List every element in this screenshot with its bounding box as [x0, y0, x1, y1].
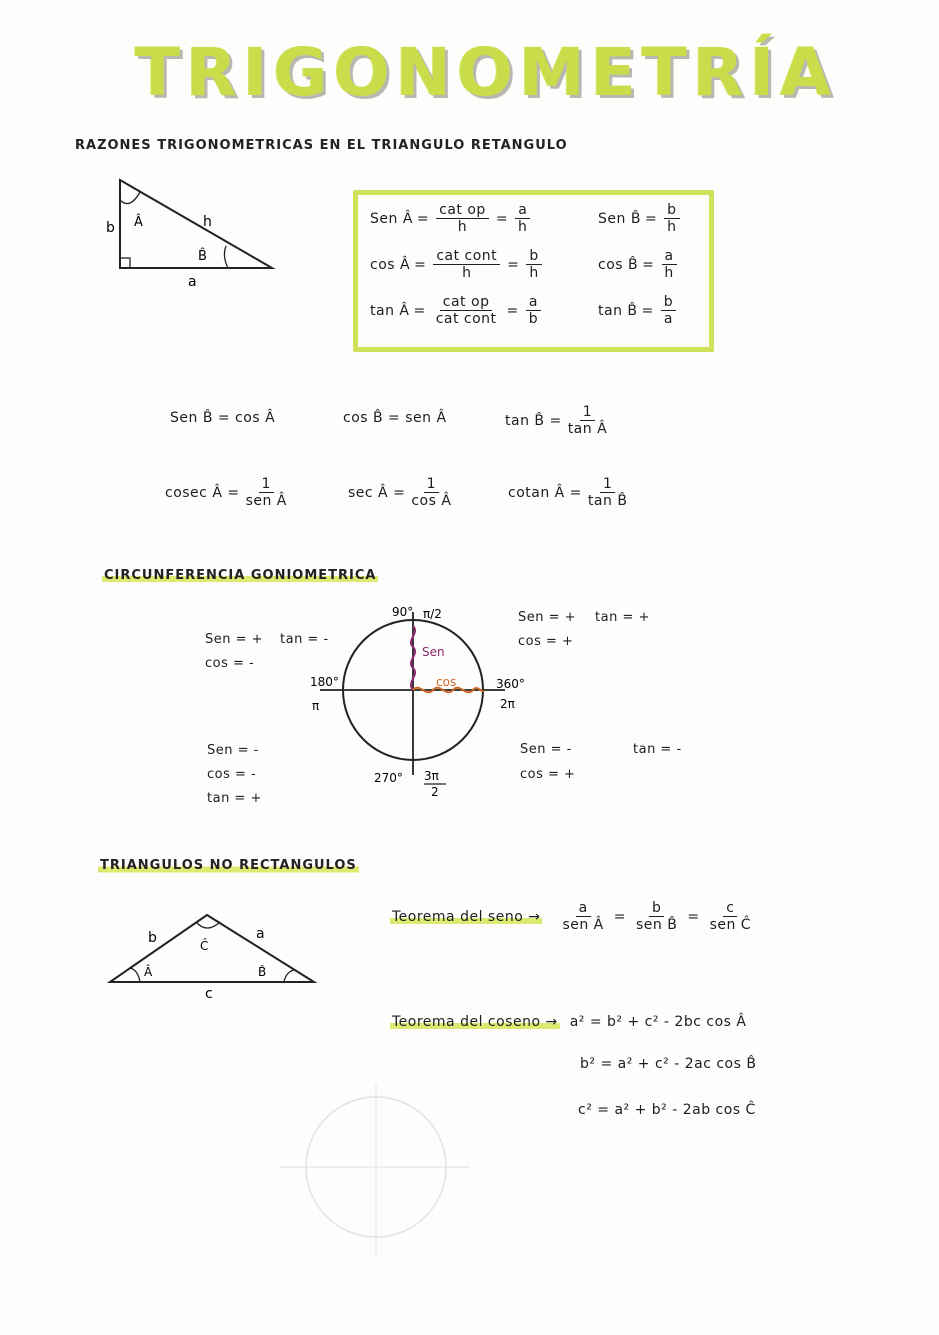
section-heading-razones: RAZONES TRIGONOMETRICAS EN EL TRIANGULO RETANGULO: [75, 138, 568, 153]
q1-sen: Sen = +: [518, 610, 577, 625]
q3-sen: Sen = -: [207, 743, 259, 758]
angle-a-label: Â: [134, 215, 143, 230]
formula-cos-a: cos Â = $\frac{\text{cat cont}}{h}$ = $\frac{b}{h}$: [370, 248, 545, 281]
relation-cotan: cotan Â = $\frac{1}{\text{tan B̂}}$: [508, 476, 628, 509]
page-title: TRIGONOMETRÍA: [135, 34, 838, 111]
sen-line: [411, 626, 415, 690]
label-pi-half: π/2: [423, 607, 442, 621]
q3-cos: cos = -: [207, 767, 257, 782]
label-360: 360°: [496, 677, 525, 691]
section-heading-triangulos: TRIANGULOS NO RECTANGULOS: [100, 858, 357, 873]
unit-circle-diagram: [300, 600, 540, 800]
section-heading-circunferencia: CIRCUNFERENCIA GONIOMETRICA: [104, 568, 377, 583]
label-180: 180°: [310, 675, 339, 689]
relation-cos-b: cos B̂ = sen Â: [343, 410, 447, 426]
cosine-law-b: b² = a² + c² - 2ac cos B̂: [580, 1056, 757, 1072]
formula-sen-b: Sen B̂ = $\frac{b}{h}$: [598, 202, 683, 235]
relation-tan-b: tan B̂ = $\frac{1}{\text{tan Â}}$: [505, 404, 608, 437]
side-b-label: b: [106, 220, 115, 236]
faint-background-circle: [280, 1085, 480, 1265]
oblique-triangle-diagram: [100, 900, 330, 1005]
relation-cosec: cosec Â = $\frac{1}{\text{sen Â}}$: [165, 476, 287, 509]
q4-cos: cos = +: [520, 767, 576, 782]
cosine-law: Teorema del coseno → a² = b² + c² - 2bc cos Â: [392, 1014, 747, 1030]
q2-cos: cos = -: [205, 656, 255, 671]
angle-b-label: B̂: [198, 249, 207, 264]
q4-tan: tan = -: [633, 742, 682, 757]
side-h-label: h: [203, 214, 212, 230]
label-pi: π: [312, 699, 320, 713]
formula-sen-a: Sen Â = $\frac{\text{cat op}}{h}$ = $\frac{a}{h}$: [370, 202, 533, 235]
label-3pi: 3π: [424, 769, 439, 783]
formula-cos-b: cos B̂ = $\frac{a}{h}$: [598, 248, 680, 281]
q4-sen: Sen = -: [520, 742, 572, 757]
tri-angle-b: B̂: [258, 965, 267, 979]
label-2pi: 2π: [500, 697, 515, 711]
q2-sen: Sen = +: [205, 632, 264, 647]
relation-sen-b: Sen B̂ = cos Â: [170, 410, 276, 426]
side-a-label: a: [188, 274, 197, 290]
tri-side-a: a: [256, 926, 265, 942]
formula-tan-b: tan B̂ = $\frac{b}{a}$: [598, 294, 679, 327]
q1-tan: tan = +: [595, 610, 650, 625]
label-90: 90°: [392, 605, 414, 619]
q3-tan: tan = +: [207, 791, 262, 806]
tri-side-c: c: [205, 986, 213, 1002]
cosine-law-c: c² = a² + b² - 2ab cos Ĉ: [578, 1102, 756, 1118]
q1-cos: cos = +: [518, 634, 574, 649]
label-270: 270°: [374, 771, 403, 785]
tri-side-b: b: [148, 930, 157, 946]
relation-sec: sec Â = $\frac{1}{\text{cos Â}}$: [348, 476, 452, 509]
right-triangle-diagram: [100, 170, 290, 290]
sine-law: Teorema del seno → $\frac{a}{\text{sen Â}}$ = $\frac{b}{\text{sen B̂}}$ = $\frac{c}{\text{sen Ĉ}}$: [392, 900, 752, 933]
label-3pi-den: 2: [431, 785, 439, 799]
formula-tan-a: tan Â = $\frac{\text{cat op}}{\text{cat cont}}$ = $\frac{a}{b}$: [370, 294, 544, 327]
sen-label: Sen: [422, 645, 445, 659]
tri-angle-a: Â: [144, 965, 153, 979]
q2-tan: tan = -: [280, 632, 329, 647]
cos-label: cos: [436, 675, 457, 689]
tri-angle-c: Ĉ: [200, 939, 209, 953]
